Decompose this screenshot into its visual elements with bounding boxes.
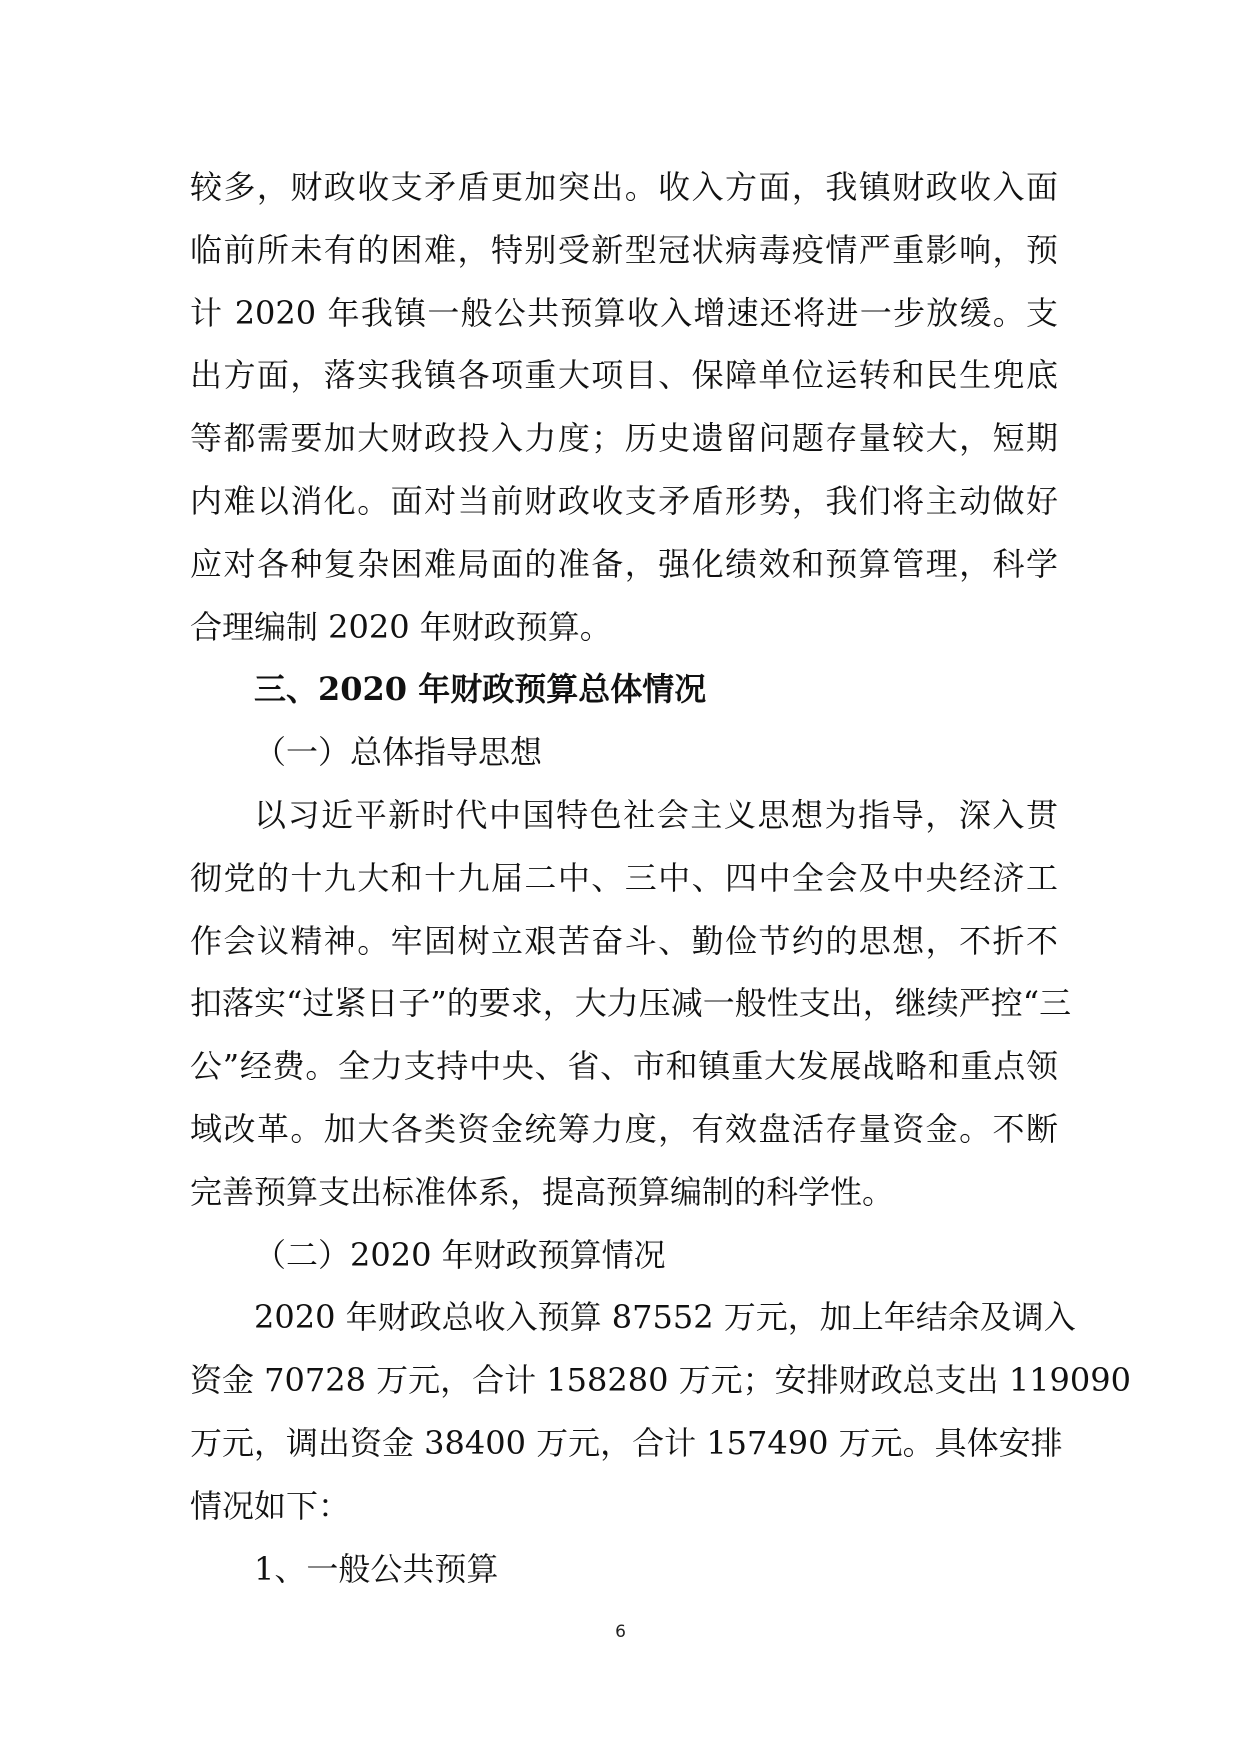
paragraph-line: 彻党的十九大和十九届二中、三中、四中全会及中央经济工: [190, 858, 1058, 897]
paragraph-line: 万元，调出资金 38400 万元，合计 157490 万元。具体安排: [190, 1423, 1063, 1462]
paragraph-line: 情况如下：: [190, 1486, 351, 1525]
paragraph-line: 合理编制 2020 年财政预算。: [190, 607, 612, 646]
section-heading: 三、2020 年财政预算总体情况: [254, 670, 707, 709]
paragraph-line: 内难以消化。面对当前财政收支矛盾形势，我们将主动做好: [190, 481, 1058, 520]
paragraph-line: 临前所未有的困难，特别受新型冠状病毒疫情严重影响，预: [190, 230, 1058, 269]
paragraph-line: 域改革。加大各类资金统筹力度，有效盘活存量资金。不断: [190, 1109, 1058, 1148]
paragraph-line: 资金 70728 万元，合计 158280 万元；安排财政总支出 119090: [190, 1361, 1131, 1400]
paragraph-line: 完善预算支出标准体系，提高预算编制的科学性。: [190, 1172, 895, 1211]
paragraph-line: 计 2020 年我镇一般公共预算收入增速还将进一步放缓。支: [190, 293, 1058, 332]
document-body: [190, 156, 1131, 1600]
paragraph-line: 2020 年财政总收入预算 87552 万元，加上年结余及调入: [254, 1298, 1076, 1337]
paragraph-line: 应对各种复杂困难局面的准备，强化绩效和预算管理，科学: [190, 544, 1058, 583]
list-item-heading: 1、一般公共预算: [254, 1549, 499, 1588]
subsection-heading: （二）2020 年财政预算情况: [254, 1235, 666, 1274]
paragraph-line: 较多，财政收支矛盾更加突出。收入方面，我镇财政收入面: [190, 168, 1058, 206]
page-number: 6: [615, 1622, 626, 1642]
paragraph-line: 等都需要加大财政投入力度；历史遗留问题存量较大，短期: [190, 419, 1058, 458]
paragraph-line: 扣落实“过紧日子”的要求，大力压减一般性支出，继续严控“三: [190, 984, 1072, 1023]
subsection-heading: （一）总体指导思想: [254, 733, 543, 772]
paragraph-line: 以习近平新时代中国特色社会主义思想为指导，深入贯: [254, 795, 1058, 834]
paragraph-line: 出方面，落实我镇各项重大项目、保障单位运转和民生兜底: [190, 356, 1058, 395]
paragraph-line: 公”经费。全力支持中央、省、市和镇重大发展战略和重点领: [190, 1047, 1058, 1086]
paragraph-line: 作会议精神。牢固树立艰苦奋斗、勤俭节约的思想，不折不: [190, 921, 1058, 960]
